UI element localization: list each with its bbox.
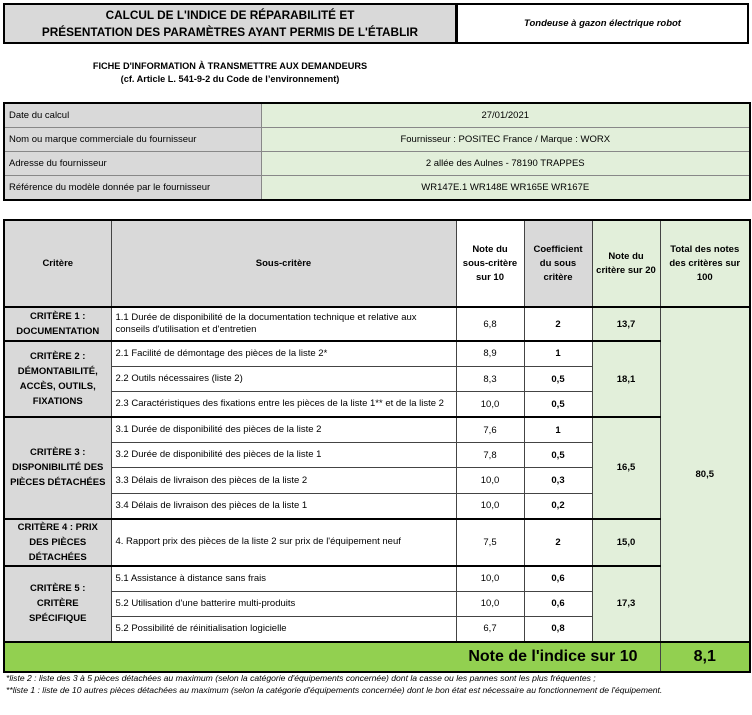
product-type [456, 3, 749, 44]
sub-criterion-note: 10,0 [456, 392, 524, 417]
info-row [4, 128, 750, 152]
criteria-table [3, 219, 751, 673]
info-value: Fournisseur : POSITEC France / Marque : WORX [261, 128, 750, 152]
sub-criterion-label: 5.2 Possibilité de réinitialisation logicielle [111, 617, 456, 642]
footnote-liste-2: *liste 2 : liste des 3 à 5 pièces détachées au maximum (selon la catégorie d'équipements concernée) dont la casse ou les pannes sont les plus fréquentes ; [6, 673, 596, 683]
table-row [4, 417, 750, 442]
subheader [3, 58, 457, 88]
sub-criterion-coef: 0,6 [524, 591, 592, 616]
footnotes [6, 672, 746, 696]
header-note: Note du sous-critère sur 10 [456, 220, 524, 307]
sub-criterion-label: 3.2 Durée de disponibilité des pièces de la liste 1 [111, 443, 456, 468]
sub-criterion-note: 6,8 [456, 307, 524, 341]
info-label: Adresse du fournisseur [4, 152, 261, 176]
sub-criterion-label: 4. Rapport prix des pièces de la liste 2 sur prix de l'équipement neuf [111, 519, 456, 566]
sub-criterion-note: 10,0 [456, 591, 524, 616]
sub-criterion-note: 10,0 [456, 468, 524, 493]
criterion-name: CRITÈRE 2 : DÉMONTABILITÉ, ACCÈS, OUTILS, FIXATIONS [4, 341, 111, 417]
table-row [4, 307, 750, 341]
sub-criterion-coef: 0,2 [524, 493, 592, 518]
criterion-name: CRITÈRE 3 : DISPONIBILITÉ DES PIÈCES DÉTACHÉES [4, 417, 111, 519]
final-score-value: 8,1 [660, 642, 750, 672]
info-label: Référence du modèle donnée par le fournisseur [4, 176, 261, 201]
final-score-label: Note de l'indice sur 10 [4, 642, 660, 672]
criterion-name: CRITÈRE 1 : DOCUMENTATION [4, 307, 111, 341]
sub-criterion-coef: 0,5 [524, 392, 592, 417]
header-coef: Coefficient du sous critère [524, 220, 592, 307]
sub-criterion-coef: 2 [524, 519, 592, 566]
sub-criterion-note: 7,5 [456, 519, 524, 566]
sub-criterion-note: 10,0 [456, 493, 524, 518]
sub-criterion-note: 10,0 [456, 566, 524, 591]
table-header-row [4, 220, 750, 307]
header-note20: Note du critère sur 20 [592, 220, 660, 307]
criterion-score-20: 15,0 [592, 519, 660, 566]
header-total: Total des notes des critères sur 100 [660, 220, 750, 307]
document-title [3, 3, 457, 44]
table-row [4, 566, 750, 591]
sub-criterion-label: 2.3 Caractéristiques des fixations entre les pièces de la liste 1** et de la liste 2 [111, 392, 456, 417]
sub-criterion-coef: 0,6 [524, 566, 592, 591]
sub-criterion-coef: 1 [524, 341, 592, 366]
sub-criterion-label: 3.4 Délais de livraison des pièces de la liste 1 [111, 493, 456, 518]
sub-criterion-note: 7,6 [456, 417, 524, 442]
total-score-100: 80,5 [660, 307, 750, 642]
title-line-1: CALCUL DE L'INDICE DE RÉPARABILITÉ ET [105, 7, 355, 22]
table-row [4, 341, 750, 366]
sub-criterion-label: 3.3 Délais de livraison des pièces de la liste 2 [111, 468, 456, 493]
footnote-liste-1: **liste 1 : liste de 10 autres pièces détachées au maximum (selon la catégorie d'équipements concernée) dont le bon état est nécessaire au fonctionnement de l'équipement. [6, 685, 663, 695]
info-value: WR147E.1 WR148E WR165E WR167E [261, 176, 750, 201]
info-row [4, 152, 750, 176]
sub-criterion-label: 2.1 Facilité de démontage des pièces de la liste 2* [111, 341, 456, 366]
info-label: Date du calcul [4, 103, 261, 128]
info-value: 2 allée des Aulnes - 78190 TRAPPES [261, 152, 750, 176]
sub-criterion-coef: 1 [524, 417, 592, 442]
sub-criterion-coef: 2 [524, 307, 592, 341]
criterion-score-20: 18,1 [592, 341, 660, 417]
sub-criterion-label: 5.2 Utilisation d'une batterire multi-produits [111, 591, 456, 616]
title-line-2: PRÉSENTATION DES PARAMÈTRES AYANT PERMIS DE L'ÉTABLIR [41, 24, 419, 39]
sub-criterion-label: 2.2 Outils nécessaires (liste 2) [111, 366, 456, 391]
sub-criterion-coef: 0,3 [524, 468, 592, 493]
sub-criterion-label: 5.1 Assistance à distance sans frais [111, 566, 456, 591]
sub-criterion-note: 6,7 [456, 617, 524, 642]
sub-criterion-label: 3.1 Durée de disponibilité des pièces de la liste 2 [111, 417, 456, 442]
header-sous-critere: Sous-critère [111, 220, 456, 307]
info-row [4, 103, 750, 128]
subheader-line-2: (cf. Article L. 541-9-2 du Code de l’environnement) [120, 74, 340, 84]
table-row [4, 519, 750, 566]
info-label: Nom ou marque commerciale du fournisseur [4, 128, 261, 152]
sub-criterion-coef: 0,5 [524, 366, 592, 391]
sub-criterion-note: 8,3 [456, 366, 524, 391]
header-critere: Critère [4, 220, 111, 307]
subheader-line-1: FICHE D'INFORMATION À TRANSMETTRE AUX DEMANDEURS [92, 61, 368, 71]
info-row [4, 176, 750, 201]
criterion-score-20: 13,7 [592, 307, 660, 341]
criterion-name: CRITÈRE 5 : CRITÈRE SPÉCIFIQUE [4, 566, 111, 642]
info-value: 27/01/2021 [261, 103, 750, 128]
criterion-name: CRITÈRE 4 : PRIX DES PIÈCES DÉTACHÉES [4, 519, 111, 566]
supplier-info-table [3, 102, 751, 201]
product-type-label: Tondeuse à gazon électrique robot [524, 18, 681, 29]
sub-criterion-label: 1.1 Durée de disponibilité de la documentation technique et relative aux conseils d'utilisation et d'entretien [111, 307, 456, 341]
sub-criterion-coef: 0,5 [524, 443, 592, 468]
sub-criterion-note: 7,8 [456, 443, 524, 468]
criterion-score-20: 16,5 [592, 417, 660, 519]
final-score-row [4, 642, 750, 672]
sub-criterion-coef: 0,8 [524, 617, 592, 642]
criterion-score-20: 17,3 [592, 566, 660, 642]
sub-criterion-note: 8,9 [456, 341, 524, 366]
